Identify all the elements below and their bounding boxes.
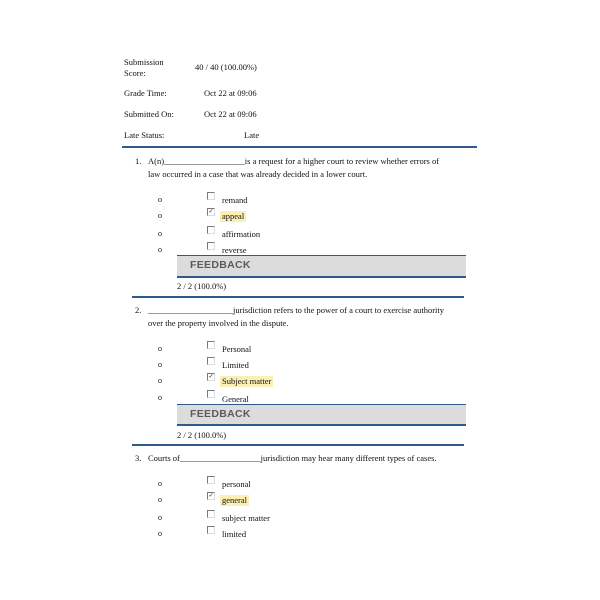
submitted-on-label: Submitted On: — [124, 109, 174, 119]
question-3-text — [148, 452, 437, 465]
question-3-option-personal[interactable]: personal — [222, 479, 251, 489]
list-bullet: o — [158, 479, 162, 488]
grade-time-label: Grade Time: — [124, 88, 167, 98]
question-3-option-general[interactable]: general — [222, 495, 248, 505]
option-checkbox[interactable] — [207, 192, 215, 200]
feedback-header — [177, 404, 466, 426]
feedback-title: FEEDBACK — [190, 259, 251, 271]
question-2-option-subject-matter[interactable]: Subject matter — [222, 376, 272, 386]
question-1-option-reverse[interactable]: reverse — [222, 245, 247, 255]
submitted-on-value: Oct 22 at 09:06 — [204, 109, 257, 119]
question-divider — [132, 296, 464, 298]
question-3-number: 3. — [135, 453, 142, 463]
question-2-option-personal[interactable]: Personal — [222, 344, 252, 354]
option-checkbox[interactable] — [207, 226, 215, 234]
grade-time-value: Oct 22 at 09:06 — [204, 88, 257, 98]
submission-score-label-line1: Submission — [124, 57, 164, 67]
feedback-header — [177, 255, 466, 278]
question-2-number: 2. — [135, 305, 142, 315]
question-2-text — [148, 304, 444, 330]
option-checkbox[interactable] — [207, 357, 215, 365]
question-2-text-line1: ____________________jurisdiction refers to the power of a court to exercise authority — [148, 305, 445, 315]
list-bullet: o — [158, 513, 162, 522]
option-checkbox[interactable] — [207, 476, 215, 484]
option-checkbox[interactable] — [207, 341, 215, 349]
list-bullet: o — [158, 360, 162, 369]
submission-score-value: 40 / 40 (100.00%) — [195, 62, 257, 72]
question-1-option-affirmation[interactable]: affirmation — [222, 229, 261, 239]
section-divider — [122, 146, 477, 148]
option-checkbox-checked[interactable] — [207, 492, 215, 500]
question-3-option-subject-matter[interactable]: subject matter — [222, 513, 270, 523]
question-1-option-appeal[interactable]: appeal — [222, 211, 245, 221]
submission-score-label-line2: Score: — [124, 68, 146, 78]
checkmark-icon: ✓ — [208, 493, 214, 499]
option-checkbox[interactable] — [207, 526, 215, 534]
option-checkbox[interactable] — [207, 390, 215, 398]
question-3-option-limited[interactable]: limited — [222, 529, 247, 539]
question-1-text-line2: law occurred in a case that was already decided in a lower court. — [148, 169, 368, 179]
question-2-text-line2: over the property involved in the dispute. — [148, 318, 289, 328]
question-1-number: 1. — [135, 156, 142, 166]
question-1-text-line1: A(n)___________________is a request for a higher court to review whether errors of — [148, 156, 440, 166]
list-bullet: o — [158, 195, 162, 204]
checkmark-icon: ✓ — [208, 374, 214, 380]
checkmark-icon: ✓ — [208, 209, 214, 215]
list-bullet: o — [158, 344, 162, 353]
late-status-label: Late Status: — [124, 130, 165, 140]
option-checkbox[interactable] — [207, 510, 215, 518]
option-checkbox-checked[interactable] — [207, 373, 215, 381]
question-divider — [132, 444, 464, 446]
list-bullet: o — [158, 393, 162, 402]
list-bullet: o — [158, 495, 162, 504]
list-bullet: o — [158, 211, 162, 220]
question-2-option-limited[interactable]: Limited — [222, 360, 249, 370]
list-bullet: o — [158, 529, 162, 538]
question-1-text — [148, 155, 439, 181]
question-1-score: 2 / 2 (100.0%) — [177, 281, 227, 291]
question-3-text-line1: Courts of___________________jurisdiction may hear many different types of cases. — [148, 453, 437, 463]
question-2-option-general[interactable]: General — [222, 394, 249, 404]
question-2-score: 2 / 2 (100.0%) — [177, 430, 227, 440]
submission-score-label — [124, 57, 164, 79]
list-bullet: o — [158, 245, 162, 254]
feedback-title: FEEDBACK — [190, 408, 251, 420]
late-status-value: Late — [244, 130, 260, 140]
option-checkbox[interactable] — [207, 242, 215, 250]
list-bullet: o — [158, 376, 162, 385]
option-checkbox-checked[interactable] — [207, 208, 215, 216]
list-bullet: o — [158, 229, 162, 238]
question-1-option-remand[interactable]: remand — [222, 195, 248, 205]
